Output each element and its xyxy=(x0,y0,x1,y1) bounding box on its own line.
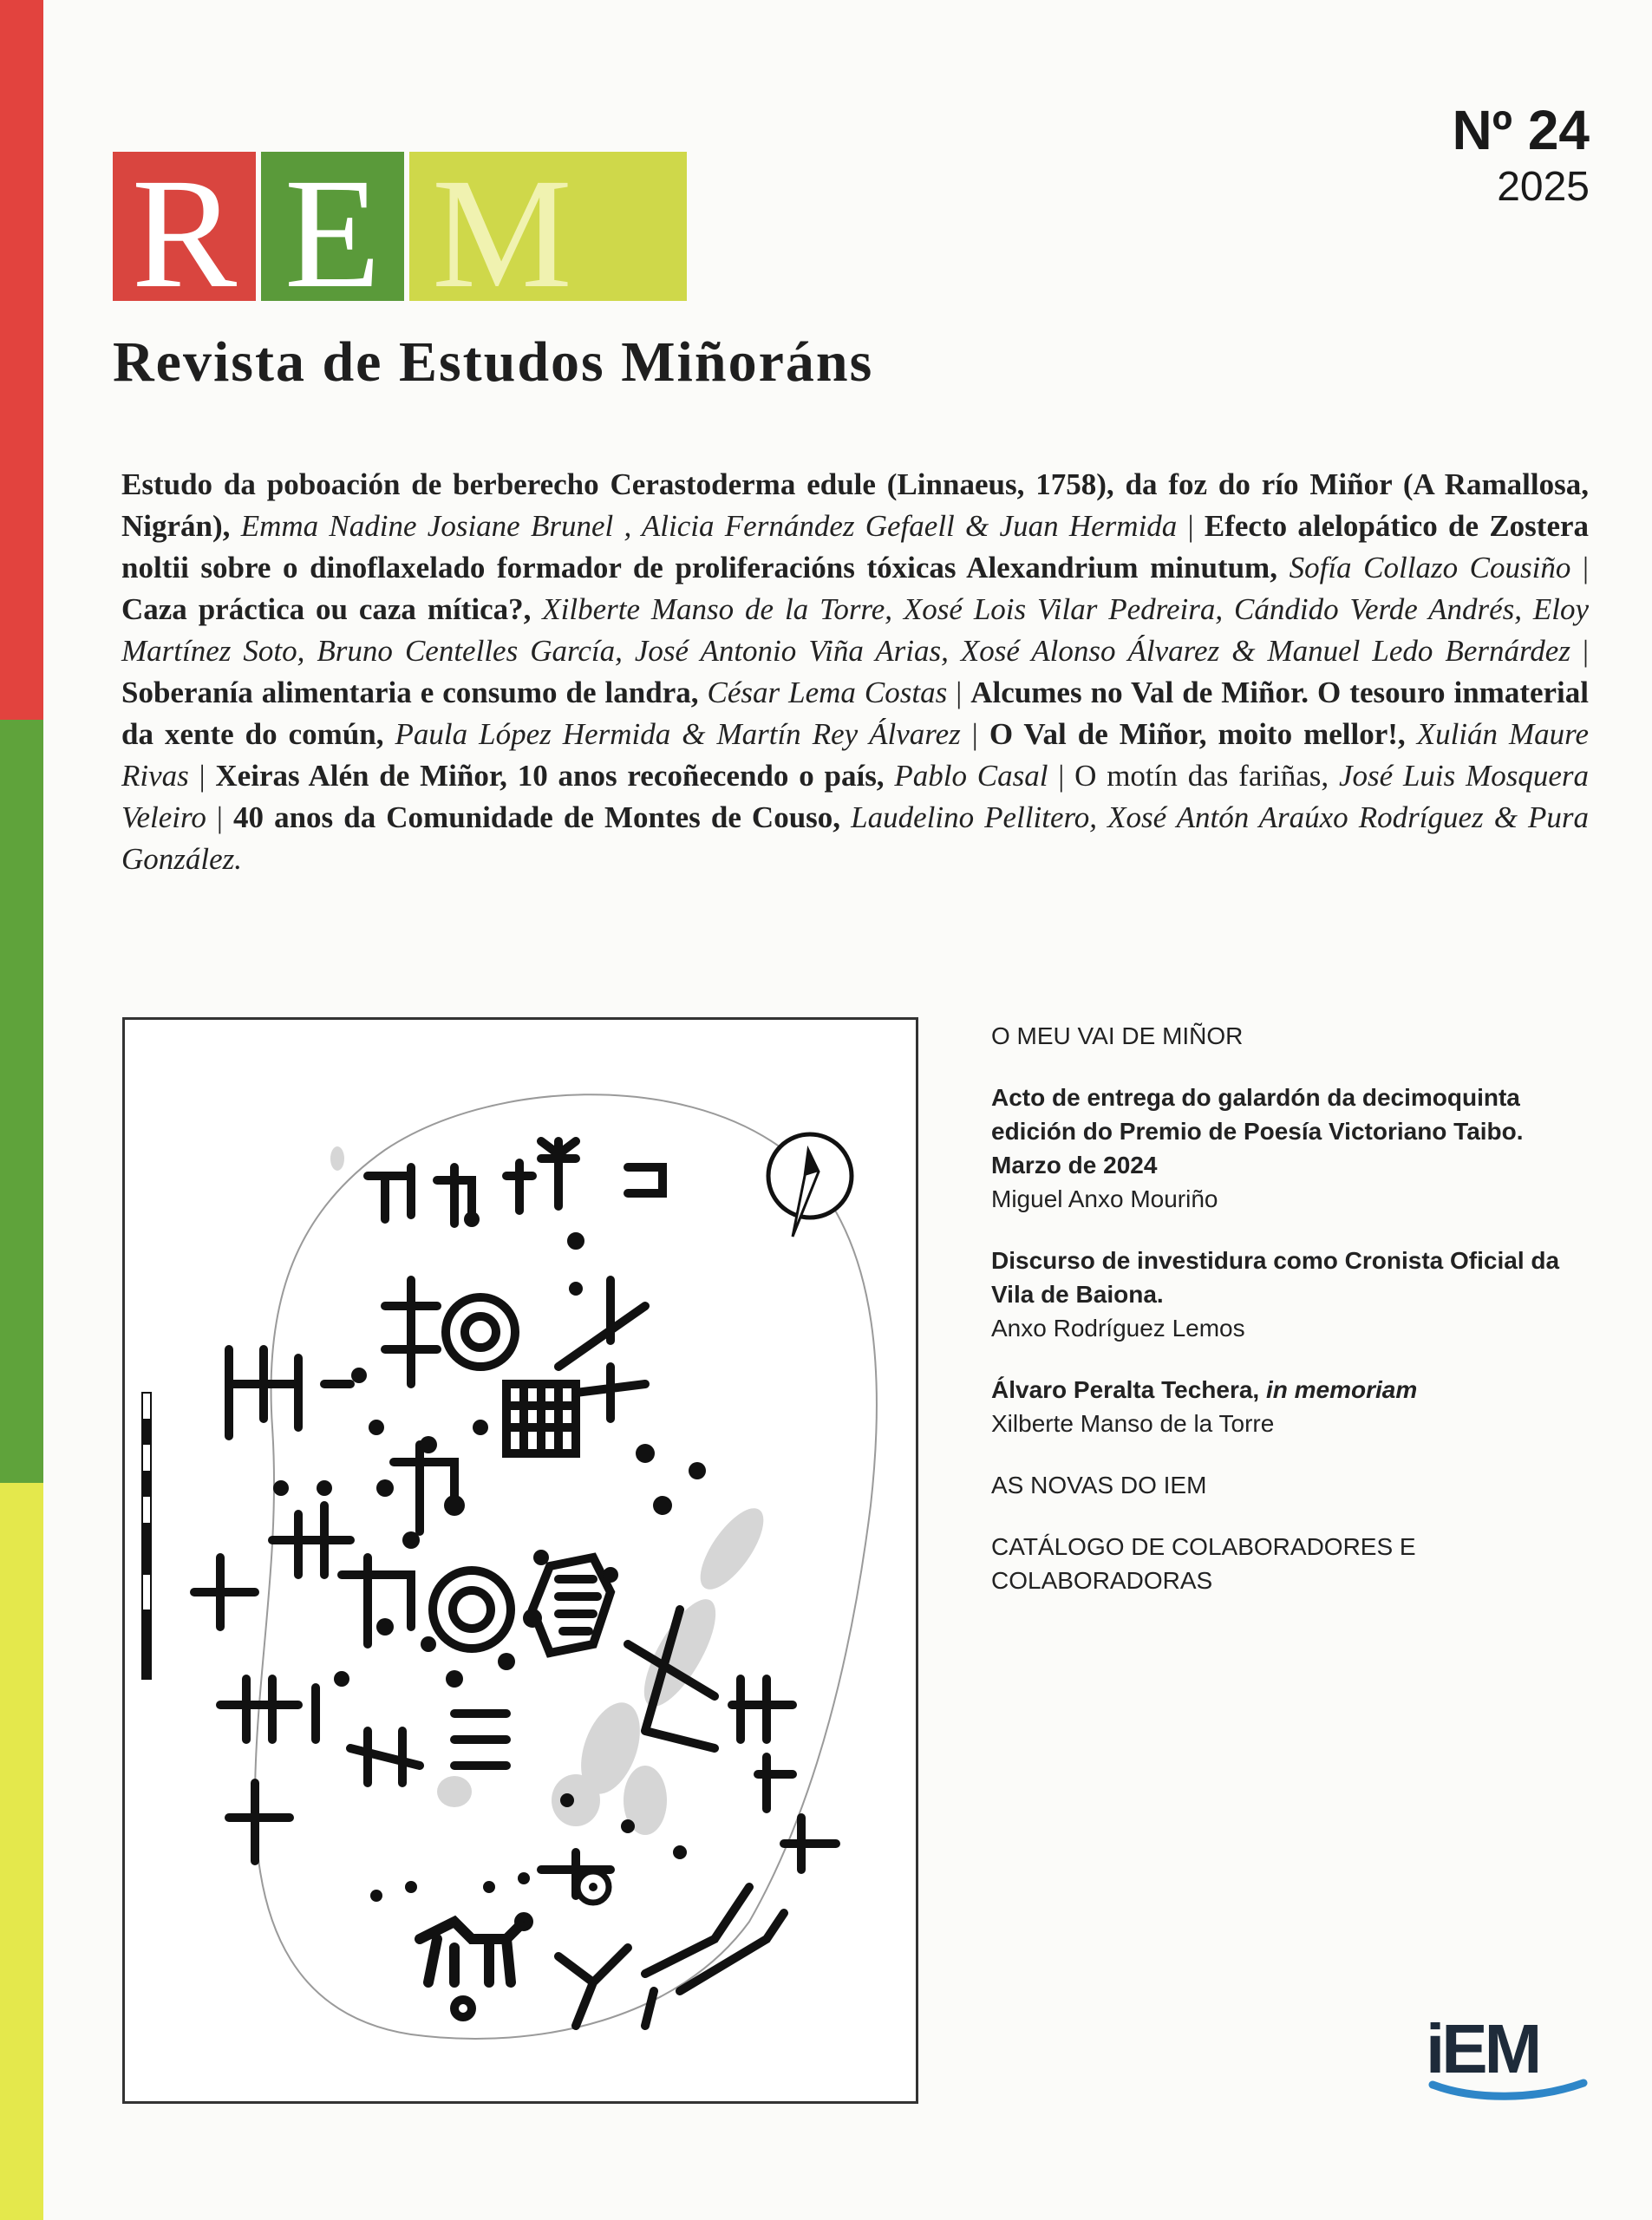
compass-icon xyxy=(768,1134,852,1237)
toc-authors: Pablo Casal xyxy=(894,759,1048,793)
entry-author: Xilberte Manso de la Torre xyxy=(991,1410,1275,1437)
toc-authors: Sofía Collazo Cousiño xyxy=(1289,551,1571,584)
logo-letter-m: M xyxy=(409,152,687,301)
petroglyph-illustration xyxy=(122,1017,918,2104)
toc-authors: José Luis Mosquera Veleiro xyxy=(121,759,1590,834)
logo-letter-r: R xyxy=(113,152,256,301)
toc-title: Estudo da poboación de berberecho Cerastoderma edule (Linnaeus, 1758), da foz do río Miñor (A Ramallosa, Nigrán), xyxy=(121,467,1589,543)
toc-title: Efecto alelopático de Zostera noltii sobre o dinoflaxelado formador de proliferacións tóxicas Alexandrium minutum, xyxy=(121,509,1590,584)
entry-title: Acto de entrega do galardón da decimoquinta edición do Premio de Poesía Victoriano Taibo. Marzo de 2024 xyxy=(991,1084,1524,1179)
toc-authors: Xulián Maure Rivas xyxy=(121,717,1590,793)
toc-title: Xeiras Alén de Miñor, 10 anos recoñecendo o país, xyxy=(215,759,885,793)
logo-letter-e: E xyxy=(261,152,404,301)
toc-authors: César Lema Costas xyxy=(707,676,948,709)
section-heading: O MEU VAI DE MIÑOR xyxy=(991,1022,1244,1049)
worn-areas xyxy=(330,1146,775,1835)
contents-sidebar xyxy=(991,1019,1598,1597)
toc-title: O motín das fariñas, xyxy=(1074,759,1329,793)
petroglyph-drawing xyxy=(125,1020,916,2101)
color-spine xyxy=(0,0,43,2220)
table-of-contents: Estudo da poboación de berberecho Cerastoderma edule (Linnaeus, 1758), da foz do río Miñor (A Ramallosa, Nigrán), Emma Nadine Josiane Brunel , Alicia Fernández Gefaell & Juan Hermida | Efecto alelopático de Zostera noltii sobre o dinoflaxelado formador de proliferacións tóxicas Alexandrium minutum, Sofía Collazo Cousiño | Caza práctica ou caza mítica?, Xilberte Manso de la Torre, Xosé Lois Vilar Pedreira, Cándido Verde Andrés, Eloy Martínez Soto, Bruno Centelles García, José Antonio Viña Arias, Xosé Alonso Álvarez & Manuel Ledo Bernárdez | Soberanía alimentaria e consumo de landra, César Lema Costas | Alcumes no Val de Miñor. O tesouro inmaterial da xente do común, Paula López Hermida & Martín Rey Álvarez | O Val de Miñor, moito mellor!, Xulián Maure Rivas | Xeiras Alén de Miñor, 10 anos recoñecendo o país, Pablo Casal | O motín das fariñas, José Luis Mosquera Veleiro | 40 anos da Comunidade de Montes de Couso, Laudelino Pellitero, Xosé Antón Araúxo Rodríguez & Pura González. xyxy=(121,467,1590,876)
engraved-motifs xyxy=(194,1141,836,2026)
iem-logo-text: iEM xyxy=(1426,2010,1539,2087)
section-heading: CATÁLOGO DE COLABORADORES E COLABORADORAS xyxy=(991,1533,1416,1594)
issue-year: 2025 xyxy=(1497,164,1590,210)
issue-info xyxy=(1452,99,1590,211)
sidebar-entry xyxy=(991,1244,1598,1345)
spine-green-band xyxy=(0,720,43,1483)
journal-subtitle: Revista de Estudos Miñoráns xyxy=(113,330,874,394)
toc-authors: Emma Nadine Josiane Brunel , Alicia Fernández Gefaell & Juan Hermida xyxy=(240,509,1178,543)
rem-logo xyxy=(113,147,692,321)
issue-number: Nº 24 xyxy=(1452,99,1590,161)
entry-author: Miguel Anxo Mouriño xyxy=(991,1185,1218,1212)
section-heading: AS NOVAS DO IEM xyxy=(991,1472,1207,1498)
entry-title: Discurso de investidura como Cronista Oficial da Vila de Baiona. xyxy=(991,1247,1560,1308)
spine-red-band xyxy=(0,0,43,720)
toc-title: 40 anos da Comunidade de Montes de Couso, xyxy=(233,800,841,834)
toc-title: Alcumes no Val de Miñor. O tesouro inmaterial da xente do común, xyxy=(121,676,1589,751)
sidebar-entry xyxy=(991,1081,1598,1216)
entry-title: Álvaro Peralta Techera, in memoriam xyxy=(991,1376,1418,1403)
toc-authors: Laudelino Pellitero, Xosé Antón Araúxo Rodríguez & Pura González. xyxy=(121,800,1590,876)
sidebar-entry xyxy=(991,1373,1598,1440)
toc-title: Soberanía alimentaria e consumo de landra, xyxy=(121,676,699,709)
entry-title-italic: in memoriam xyxy=(1265,1376,1418,1403)
iem-logo xyxy=(1422,2010,1596,2106)
toc-title: O Val de Miñor, moito mellor!, xyxy=(989,717,1406,751)
toc-authors: Paula López Hermida & Martín Rey Álvarez xyxy=(395,717,961,751)
toc-authors: Xilberte Manso de la Torre, Xosé Lois Vilar Pedreira, Cándido Verde Andrés, Eloy Martínez Soto, Bruno Centelles García, José Antonio Viña Arias, Xosé Alonso Álvarez & Manuel Ledo Bernárdez xyxy=(121,592,1590,668)
entry-author: Anxo Rodríguez Lemos xyxy=(991,1315,1245,1342)
toc-title: Caza práctica ou caza mítica?, xyxy=(121,592,532,626)
spine-yellow-band xyxy=(0,1483,43,2220)
scale-bar xyxy=(142,1393,151,1679)
